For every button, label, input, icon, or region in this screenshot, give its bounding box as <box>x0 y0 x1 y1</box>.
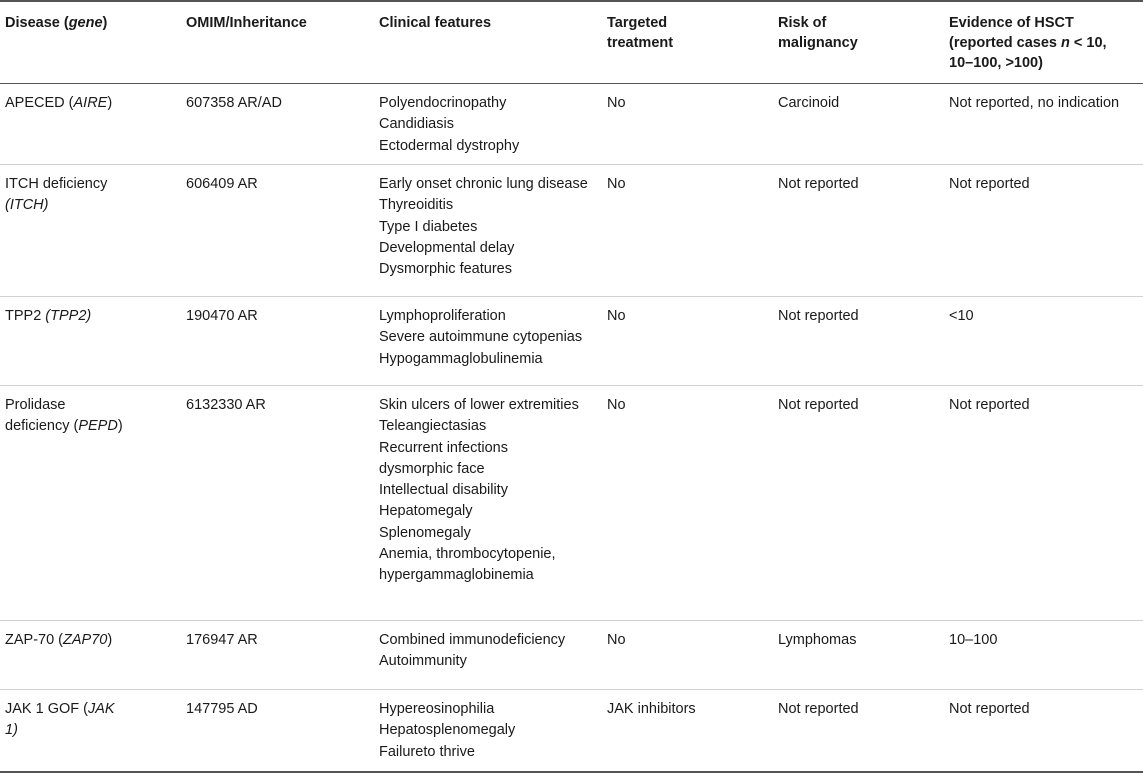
table-row <box>0 84 1143 164</box>
cell-risk-of-malignancy: Lymphomas <box>778 632 857 648</box>
cell-evidence-hsct: Not reported <box>949 397 1030 413</box>
table-row <box>0 385 1143 621</box>
cell-disease: Prolidase deficiency (PEPD) <box>5 397 123 435</box>
cell-evidence-hsct: Not reported <box>949 701 1030 717</box>
cell-clinical-features <box>379 93 599 157</box>
clinical-feature: Failureto thrive <box>379 743 475 760</box>
clinical-feature: Dysmorphic features <box>379 261 512 278</box>
clinical-feature: Candidiasis <box>379 116 454 133</box>
cell-disease: ITCH deficiency (ITCH) <box>5 176 108 214</box>
table-row <box>0 689 1143 772</box>
clinical-feature: Autoimmunity <box>379 653 467 670</box>
header-targeted-treatment: Targeted treatment <box>607 15 674 51</box>
table-row <box>0 620 1143 690</box>
clinical-feature: Hypogammaglobulinemia <box>379 350 543 367</box>
cell-omim: 190470 AR <box>186 308 258 324</box>
clinical-feature: Skin ulcers of lower extremities <box>379 397 579 413</box>
cell-risk-of-malignancy: Not reported <box>778 308 859 324</box>
cell-disease: APECED (AIRE) <box>5 95 113 111</box>
clinical-feature: Hypereosinophilia <box>379 701 495 717</box>
cell-clinical-features <box>379 395 599 587</box>
cell-targeted-treatment: No <box>607 308 626 324</box>
table-row <box>0 296 1143 386</box>
clinical-feature: Teleangiectasias <box>379 418 487 435</box>
header-clinical-features: Clinical features <box>379 15 492 31</box>
cell-omim: 176947 AR <box>186 632 258 648</box>
cell-targeted-treatment: No <box>607 95 626 111</box>
table-bottom-rule <box>0 771 1143 773</box>
cell-risk-of-malignancy: Carcinoid <box>778 95 840 111</box>
cell-clinical-features <box>379 174 599 280</box>
cell-risk-of-malignancy: Not reported <box>778 701 859 717</box>
cell-clinical-features <box>379 699 599 763</box>
clinical-feature: Ectodermal dystrophy <box>379 137 520 154</box>
cell-evidence-hsct: 10–100 <box>949 632 998 648</box>
table-top-rule <box>0 0 1143 2</box>
header-disease: Disease (gene) <box>5 15 108 31</box>
clinical-feature: Early onset chronic lung disease <box>379 176 588 192</box>
clinical-feature: Lymphoproliferation <box>379 308 506 324</box>
clinical-feature: Anemia, thrombocytopenie, hypergammaglobinemia <box>379 546 556 584</box>
cell-omim: 607358 AR/AD <box>186 95 282 111</box>
clinical-feature: Developmental delay <box>379 239 515 256</box>
header-evidence-hsct: Evidence of HSCT (reported cases n < 10, 10–100, >100) <box>949 15 1107 71</box>
clinical-feature: Hepatosplenomegaly <box>379 722 516 739</box>
cell-targeted-treatment: No <box>607 632 626 648</box>
clinical-feature: Combined immunodeficiency <box>379 632 566 648</box>
clinical-feature: Type I diabetes <box>379 218 478 235</box>
clinical-feature: Recurrent infections <box>379 439 508 456</box>
clinical-feature: Severe autoimmune cytopenias <box>379 329 583 346</box>
cell-risk-of-malignancy: Not reported <box>778 176 859 192</box>
cell-evidence-hsct: Not reported <box>949 176 1030 192</box>
cell-omim: 6132330 AR <box>186 397 266 413</box>
header-risk-of-malignancy: Risk of malignancy <box>778 15 858 51</box>
cell-evidence-hsct: <10 <box>949 308 974 324</box>
clinical-feature: Splenomegaly <box>379 524 471 541</box>
cell-targeted-treatment: No <box>607 176 626 192</box>
cell-omim: 606409 AR <box>186 176 258 192</box>
clinical-feature: dysmorphic face <box>379 460 485 477</box>
cell-targeted-treatment: No <box>607 397 626 413</box>
cell-targeted-treatment: JAK inhibitors <box>607 701 696 717</box>
cell-risk-of-malignancy: Not reported <box>778 397 859 413</box>
clinical-feature: Hepatomegaly <box>379 503 473 520</box>
cell-omim: 147795 AD <box>186 701 258 717</box>
clinical-feature: Polyendocrinopathy <box>379 95 507 111</box>
cell-disease: ZAP-70 (ZAP70) <box>5 632 113 648</box>
cell-clinical-features <box>379 306 599 370</box>
cell-evidence-hsct: Not reported, no indication <box>949 95 1120 111</box>
clinical-feature: Thyreoiditis <box>379 197 454 214</box>
clinical-feature: Intellectual disability <box>379 482 508 499</box>
cell-disease: JAK 1 GOF (JAK 1) <box>5 701 115 739</box>
header-omim: OMIM/Inheritance <box>186 15 307 31</box>
cell-disease: TPP2 (TPP2) <box>5 308 92 324</box>
table-row <box>0 164 1143 297</box>
cell-clinical-features <box>379 630 599 673</box>
